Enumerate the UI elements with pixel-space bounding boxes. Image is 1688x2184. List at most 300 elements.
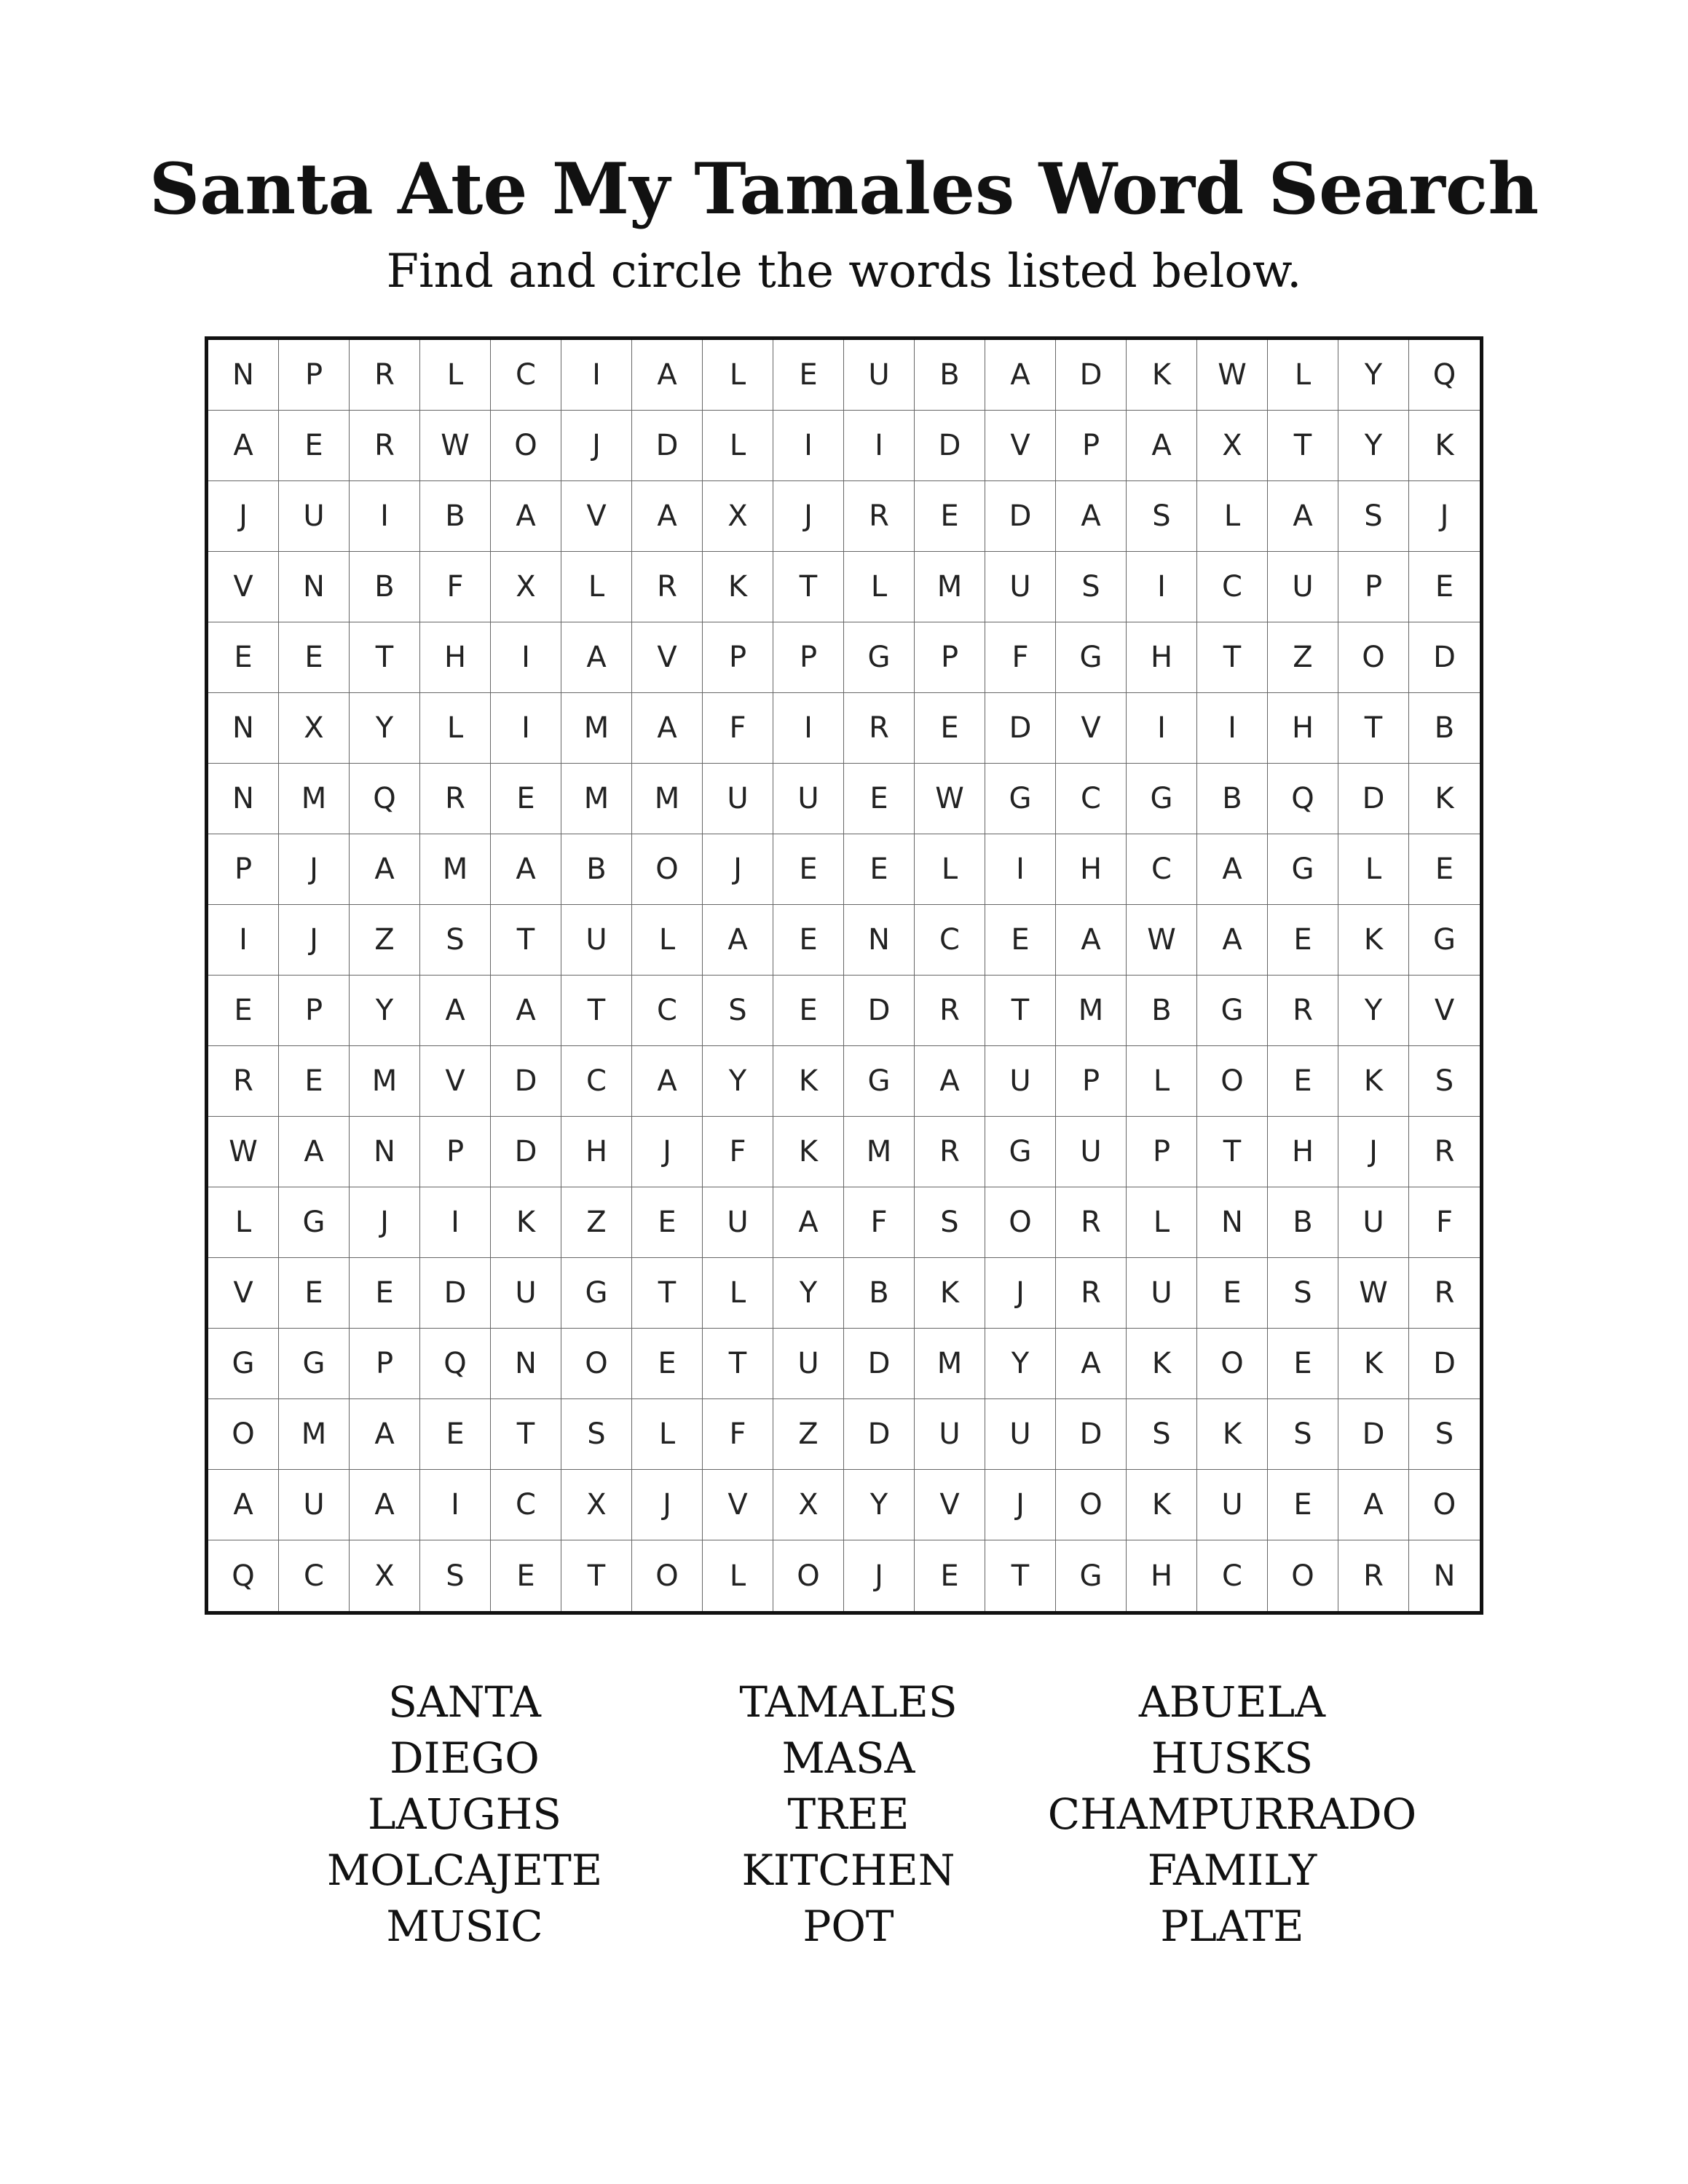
grid-cell[interactable]: L — [1197, 481, 1268, 552]
grid-cell[interactable]: A — [420, 976, 491, 1046]
grid-cell[interactable]: Q — [420, 1329, 491, 1399]
grid-cell[interactable]: F — [703, 1399, 773, 1470]
grid-cell[interactable]: S — [561, 1399, 632, 1470]
grid-cell[interactable]: T — [773, 552, 844, 622]
grid-cell[interactable]: Y — [773, 1258, 844, 1329]
grid-cell[interactable]: V — [420, 1046, 491, 1117]
grid-cell[interactable]: F — [703, 1117, 773, 1187]
grid-cell[interactable]: E — [985, 905, 1056, 976]
grid-cell[interactable]: S — [1127, 481, 1197, 552]
grid-cell[interactable]: V — [1056, 693, 1127, 764]
grid-cell[interactable]: Y — [350, 693, 420, 764]
grid-cell[interactable]: L — [561, 552, 632, 622]
grid-cell[interactable]: B — [561, 834, 632, 905]
grid-cell[interactable]: Y — [703, 1046, 773, 1117]
grid-cell[interactable]: K — [1409, 764, 1480, 834]
grid-cell[interactable]: K — [915, 1258, 985, 1329]
grid-cell[interactable]: E — [773, 834, 844, 905]
grid-cell[interactable]: J — [773, 481, 844, 552]
grid-cell[interactable]: U — [279, 1470, 350, 1540]
grid-cell[interactable]: H — [1056, 834, 1127, 905]
grid-cell[interactable]: V — [985, 411, 1056, 481]
grid-cell[interactable]: X — [561, 1470, 632, 1540]
grid-cell[interactable]: P — [350, 1329, 420, 1399]
grid-cell[interactable]: O — [985, 1187, 1056, 1258]
grid-cell[interactable]: I — [420, 1187, 491, 1258]
grid-cell[interactable]: M — [915, 552, 985, 622]
grid-cell[interactable]: L — [703, 1540, 773, 1611]
grid-cell[interactable]: D — [844, 1399, 915, 1470]
grid-cell[interactable]: G — [1127, 764, 1197, 834]
grid-cell[interactable]: Y — [1338, 411, 1409, 481]
grid-cell[interactable]: R — [844, 481, 915, 552]
grid-cell[interactable]: O — [1338, 622, 1409, 693]
grid-cell[interactable]: R — [1056, 1258, 1127, 1329]
grid-cell[interactable]: L — [1127, 1187, 1197, 1258]
grid-cell[interactable]: N — [1433, 1559, 1456, 1593]
grid-cell[interactable]: M — [632, 764, 703, 834]
grid-cell[interactable]: G — [1056, 622, 1127, 693]
grid-cell[interactable]: N — [491, 1329, 561, 1399]
grid-cell[interactable]: L — [1127, 1046, 1197, 1117]
grid-cell[interactable]: A — [279, 1117, 350, 1187]
grid-cell[interactable]: L — [915, 834, 985, 905]
grid-cell[interactable]: T — [491, 905, 561, 976]
grid-cell[interactable]: M — [1056, 976, 1127, 1046]
grid-cell[interactable]: G — [844, 622, 915, 693]
grid-cell[interactable]: R — [1338, 1540, 1409, 1611]
grid-cell[interactable]: G — [279, 1329, 350, 1399]
grid-cell[interactable]: C — [561, 1046, 632, 1117]
grid-cell[interactable]: R — [915, 1117, 985, 1187]
grid-cell[interactable]: K — [773, 1046, 844, 1117]
grid-cell[interactable]: C — [1197, 1540, 1268, 1611]
grid-cell[interactable]: O — [1197, 1329, 1268, 1399]
grid-cell[interactable]: V — [208, 1258, 279, 1329]
grid-cell[interactable]: A — [208, 411, 279, 481]
grid-cell[interactable]: V — [703, 1470, 773, 1540]
grid-cell[interactable]: T — [561, 976, 632, 1046]
grid-cell[interactable]: S — [915, 1187, 985, 1258]
grid-cell[interactable]: B — [1127, 976, 1197, 1046]
grid-cell[interactable]: T — [350, 622, 420, 693]
grid-cell[interactable]: D — [491, 1046, 561, 1117]
grid-cell[interactable]: C — [279, 1540, 350, 1611]
grid-cell[interactable]: G — [561, 1258, 632, 1329]
grid-cell[interactable]: U — [703, 764, 773, 834]
grid-cell[interactable]: R — [632, 552, 703, 622]
grid-cell[interactable]: S — [420, 905, 491, 976]
grid-cell[interactable]: H — [1268, 693, 1338, 764]
grid-cell[interactable]: P — [420, 1117, 491, 1187]
grid-cell[interactable]: T — [1197, 1117, 1268, 1187]
grid-cell[interactable]: A — [350, 1399, 420, 1470]
grid-cell[interactable]: E — [279, 622, 350, 693]
grid-cell[interactable]: B — [420, 481, 491, 552]
grid-cell[interactable]: S — [1409, 1046, 1480, 1117]
grid-cell[interactable]: K — [491, 1187, 561, 1258]
grid-cell[interactable]: P — [279, 976, 350, 1046]
grid-cell[interactable]: O — [632, 1540, 703, 1611]
grid-cell[interactable]: E — [773, 905, 844, 976]
grid-cell[interactable]: E — [1197, 1258, 1268, 1329]
grid-cell[interactable]: A — [1197, 834, 1268, 905]
grid-cell[interactable]: U — [985, 1399, 1056, 1470]
grid-cell[interactable]: A — [703, 905, 773, 976]
grid-cell[interactable]: E — [350, 1258, 420, 1329]
grid-cell[interactable]: O — [1409, 1470, 1480, 1540]
grid-cell[interactable]: E — [1268, 1046, 1338, 1117]
grid-cell[interactable]: P — [703, 622, 773, 693]
grid-cell[interactable]: T — [632, 1258, 703, 1329]
grid-cell[interactable]: S — [1268, 1258, 1338, 1329]
grid-cell[interactable]: Y — [844, 1470, 915, 1540]
grid-cell[interactable]: D — [1056, 1399, 1127, 1470]
grid-cell[interactable]: P — [915, 622, 985, 693]
grid-cell[interactable]: K — [1197, 1399, 1268, 1470]
grid-cell[interactable]: M — [350, 1046, 420, 1117]
grid-cell[interactable]: I — [491, 622, 561, 693]
grid-cell[interactable]: E — [915, 1540, 985, 1611]
grid-cell[interactable]: E — [491, 764, 561, 834]
grid-cell[interactable]: J — [1338, 1117, 1409, 1187]
grid-cell[interactable]: N — [208, 340, 279, 411]
grid-cell[interactable]: D — [1409, 622, 1480, 693]
grid-cell[interactable]: W — [208, 1117, 279, 1187]
grid-cell[interactable]: U — [985, 552, 1056, 622]
grid-cell[interactable]: X — [773, 1470, 844, 1540]
grid-cell[interactable]: A — [1127, 411, 1197, 481]
grid-cell[interactable]: X — [350, 1540, 420, 1611]
grid-cell[interactable]: Z — [773, 1399, 844, 1470]
grid-cell[interactable]: J — [703, 834, 773, 905]
grid-cell[interactable]: I — [844, 411, 915, 481]
grid-cell[interactable]: Q — [350, 764, 420, 834]
grid-cell[interactable]: C — [491, 340, 561, 411]
grid-cell[interactable]: F — [844, 1187, 915, 1258]
grid-cell[interactable]: U — [985, 1046, 1056, 1117]
grid-cell[interactable]: E — [1268, 1329, 1338, 1399]
grid-cell[interactable]: P — [208, 834, 279, 905]
grid-cell[interactable]: R — [1056, 1187, 1127, 1258]
grid-cell[interactable]: E — [632, 1187, 703, 1258]
grid-cell[interactable]: E — [844, 764, 915, 834]
grid-cell[interactable]: X — [1197, 411, 1268, 481]
grid-cell[interactable]: A — [773, 1187, 844, 1258]
grid-cell[interactable]: O — [773, 1540, 844, 1611]
grid-cell[interactable]: R — [350, 411, 420, 481]
grid-cell[interactable]: L — [420, 340, 491, 411]
grid-cell[interactable]: M — [915, 1329, 985, 1399]
grid-cell[interactable]: P — [1056, 411, 1127, 481]
grid-cell[interactable]: M — [561, 764, 632, 834]
grid-cell[interactable]: J — [279, 905, 350, 976]
grid-cell[interactable]: Q — [208, 1540, 279, 1611]
grid-cell[interactable]: Q — [1409, 340, 1480, 411]
grid-cell[interactable]: G — [985, 764, 1056, 834]
grid-cell[interactable]: A — [632, 340, 703, 411]
grid-cell[interactable]: W — [1338, 1258, 1409, 1329]
grid-cell[interactable]: A — [632, 693, 703, 764]
grid-cell[interactable]: I — [420, 1470, 491, 1540]
grid-cell[interactable]: U — [1197, 1470, 1268, 1540]
grid-cell[interactable]: V — [208, 552, 279, 622]
grid-cell[interactable]: S — [703, 976, 773, 1046]
grid-cell[interactable]: U — [703, 1187, 773, 1258]
grid-cell[interactable]: K — [1127, 340, 1197, 411]
grid-cell[interactable]: R — [844, 693, 915, 764]
grid-cell[interactable]: G — [1197, 976, 1268, 1046]
grid-cell[interactable]: A — [350, 834, 420, 905]
grid-cell[interactable]: D — [491, 1117, 561, 1187]
grid-cell[interactable]: Z — [350, 905, 420, 976]
grid-cell[interactable]: E — [632, 1329, 703, 1399]
grid-cell[interactable]: G — [844, 1046, 915, 1117]
grid-cell[interactable]: B — [350, 552, 420, 622]
grid-cell[interactable]: U — [1127, 1258, 1197, 1329]
grid-cell[interactable]: F — [985, 622, 1056, 693]
grid-cell[interactable]: A — [491, 481, 561, 552]
grid-cell[interactable]: Z — [561, 1187, 632, 1258]
grid-cell[interactable]: L — [703, 1258, 773, 1329]
grid-cell[interactable]: S — [1127, 1399, 1197, 1470]
grid-cell[interactable]: B — [1268, 1187, 1338, 1258]
grid-cell[interactable]: F — [1409, 1187, 1480, 1258]
grid-cell[interactable]: D — [632, 411, 703, 481]
grid-cell[interactable]: Q — [1268, 764, 1338, 834]
grid-cell[interactable]: P — [1338, 552, 1409, 622]
grid-cell[interactable]: T — [1197, 622, 1268, 693]
grid-cell[interactable]: A — [1056, 905, 1127, 976]
grid-cell[interactable]: L — [208, 1187, 279, 1258]
grid-cell[interactable]: S — [420, 1540, 491, 1611]
grid-cell[interactable]: N — [1197, 1187, 1268, 1258]
grid-cell[interactable]: J — [279, 834, 350, 905]
grid-cell[interactable]: E — [773, 340, 844, 411]
grid-cell[interactable]: Y — [1338, 340, 1409, 411]
grid-cell[interactable]: E — [1268, 1470, 1338, 1540]
grid-cell[interactable]: L — [844, 552, 915, 622]
grid-cell[interactable]: T — [561, 1540, 632, 1611]
grid-cell[interactable]: P — [773, 622, 844, 693]
grid-cell[interactable]: O — [491, 411, 561, 481]
grid-cell[interactable]: U — [773, 764, 844, 834]
grid-cell[interactable]: U — [915, 1399, 985, 1470]
grid-cell[interactable]: T — [1268, 411, 1338, 481]
grid-cell[interactable]: W — [1197, 340, 1268, 411]
grid-cell[interactable]: K — [1127, 1329, 1197, 1399]
grid-cell[interactable]: D — [985, 693, 1056, 764]
grid-cell[interactable]: G — [279, 1187, 350, 1258]
grid-cell[interactable]: J — [985, 1470, 1056, 1540]
grid-cell[interactable]: E — [491, 1540, 561, 1611]
grid-cell[interactable]: C — [1197, 552, 1268, 622]
grid-cell[interactable]: D — [1338, 1399, 1409, 1470]
grid-cell[interactable]: U — [773, 1329, 844, 1399]
grid-cell[interactable]: U — [1056, 1117, 1127, 1187]
grid-cell[interactable]: Y — [350, 976, 420, 1046]
grid-cell[interactable]: I — [1197, 693, 1268, 764]
grid-cell[interactable]: L — [420, 693, 491, 764]
grid-cell[interactable]: D — [1338, 764, 1409, 834]
grid-cell[interactable]: S — [1268, 1399, 1338, 1470]
grid-cell[interactable]: A — [208, 1470, 279, 1540]
grid-cell[interactable]: I — [208, 905, 279, 976]
grid-cell[interactable]: T — [491, 1399, 561, 1470]
grid-cell[interactable]: R — [1409, 1258, 1480, 1329]
grid-cell[interactable]: R — [420, 764, 491, 834]
grid-cell[interactable]: H — [420, 622, 491, 693]
grid-cell[interactable]: E — [1409, 834, 1480, 905]
grid-cell[interactable]: L — [703, 411, 773, 481]
grid-cell[interactable]: O — [1197, 1046, 1268, 1117]
grid-cell[interactable]: I — [773, 693, 844, 764]
grid-cell[interactable]: A — [1338, 1470, 1409, 1540]
grid-cell[interactable]: R — [915, 976, 985, 1046]
grid-cell[interactable]: V — [1409, 976, 1480, 1046]
grid-cell[interactable]: X — [279, 693, 350, 764]
grid-cell[interactable]: U — [1268, 552, 1338, 622]
grid-cell[interactable]: R — [208, 1046, 279, 1117]
grid-cell[interactable]: I — [350, 481, 420, 552]
grid-cell[interactable]: R — [1409, 1117, 1480, 1187]
grid-cell[interactable]: E — [844, 834, 915, 905]
grid-cell[interactable]: T — [985, 1540, 1056, 1611]
grid-cell[interactable]: D — [985, 481, 1056, 552]
grid-cell[interactable]: J — [1409, 481, 1480, 552]
grid-cell[interactable]: V — [915, 1470, 985, 1540]
grid-cell[interactable]: E — [279, 1046, 350, 1117]
grid-cell[interactable]: O — [1056, 1470, 1127, 1540]
grid-cell[interactable]: Z — [1268, 622, 1338, 693]
grid-cell[interactable]: L — [1338, 834, 1409, 905]
grid-cell[interactable]: X — [703, 481, 773, 552]
grid-cell[interactable]: K — [773, 1117, 844, 1187]
grid-cell[interactable]: L — [632, 1399, 703, 1470]
grid-cell[interactable]: N — [279, 552, 350, 622]
grid-cell[interactable]: L — [632, 905, 703, 976]
grid-cell[interactable]: C — [491, 1470, 561, 1540]
grid-cell[interactable]: U — [1338, 1187, 1409, 1258]
grid-cell[interactable]: W — [420, 411, 491, 481]
grid-cell[interactable]: N — [208, 693, 279, 764]
grid-cell[interactable]: U — [561, 905, 632, 976]
grid-cell[interactable]: J — [632, 1117, 703, 1187]
grid-cell[interactable]: U — [491, 1258, 561, 1329]
grid-cell[interactable]: S — [1056, 552, 1127, 622]
grid-cell[interactable]: K — [1338, 905, 1409, 976]
grid-cell[interactable]: C — [632, 976, 703, 1046]
grid-cell[interactable]: E — [773, 976, 844, 1046]
grid-cell[interactable]: C — [1127, 834, 1197, 905]
grid-cell[interactable]: G — [1056, 1540, 1127, 1611]
grid-cell[interactable]: M — [561, 693, 632, 764]
grid-cell[interactable]: P — [279, 340, 350, 411]
grid-cell[interactable]: F — [703, 693, 773, 764]
grid-cell[interactable]: N — [844, 905, 915, 976]
grid-cell[interactable]: Y — [1338, 976, 1409, 1046]
grid-cell[interactable]: O — [632, 834, 703, 905]
grid-cell[interactable]: H — [1127, 622, 1197, 693]
grid-cell[interactable]: K — [1127, 1470, 1197, 1540]
grid-cell[interactable]: I — [1127, 552, 1197, 622]
grid-cell[interactable]: H — [1127, 1540, 1197, 1611]
grid-cell[interactable]: A — [1197, 905, 1268, 976]
grid-cell[interactable]: I — [985, 834, 1056, 905]
grid-cell[interactable]: J — [985, 1258, 1056, 1329]
grid-cell[interactable]: E — [208, 976, 279, 1046]
grid-cell[interactable]: S — [1338, 481, 1409, 552]
grid-cell[interactable]: U — [844, 340, 915, 411]
grid-cell[interactable]: K — [1338, 1046, 1409, 1117]
grid-cell[interactable]: D — [844, 1329, 915, 1399]
grid-cell[interactable]: G — [208, 1329, 279, 1399]
grid-cell[interactable]: R — [350, 340, 420, 411]
grid-cell[interactable]: A — [491, 976, 561, 1046]
grid-cell[interactable]: A — [491, 834, 561, 905]
grid-cell[interactable]: A — [632, 1046, 703, 1117]
grid-cell[interactable]: W — [915, 764, 985, 834]
grid-cell[interactable]: E — [279, 411, 350, 481]
grid-cell[interactable]: I — [491, 693, 561, 764]
grid-cell[interactable]: X — [491, 552, 561, 622]
grid-cell[interactable]: J — [350, 1187, 420, 1258]
grid-cell[interactable]: A — [1268, 481, 1338, 552]
grid-cell[interactable]: P — [1056, 1046, 1127, 1117]
grid-cell[interactable]: E — [208, 622, 279, 693]
grid-cell[interactable]: D — [915, 411, 985, 481]
grid-cell[interactable]: J — [844, 1540, 915, 1611]
grid-cell[interactable]: C — [1056, 764, 1127, 834]
grid-cell[interactable]: F — [420, 552, 491, 622]
grid-cell[interactable]: T — [985, 976, 1056, 1046]
grid-cell[interactable]: J — [208, 481, 279, 552]
grid-cell[interactable]: D — [844, 976, 915, 1046]
grid-cell[interactable]: K — [1338, 1329, 1409, 1399]
grid-cell[interactable]: Y — [985, 1329, 1056, 1399]
grid-cell[interactable]: G — [1268, 834, 1338, 905]
grid-cell[interactable]: A — [350, 1470, 420, 1540]
grid-cell[interactable]: E — [915, 693, 985, 764]
grid-cell[interactable]: G — [1409, 905, 1480, 976]
grid-cell[interactable]: E — [915, 481, 985, 552]
grid-cell[interactable]: B — [1197, 764, 1268, 834]
grid-cell[interactable]: L — [1268, 340, 1338, 411]
grid-cell[interactable]: E — [1268, 905, 1338, 976]
grid-cell[interactable]: D — [420, 1258, 491, 1329]
grid-cell[interactable]: M — [279, 764, 350, 834]
grid-cell[interactable]: K — [703, 552, 773, 622]
grid-cell[interactable]: H — [561, 1117, 632, 1187]
grid-cell[interactable]: A — [915, 1046, 985, 1117]
grid-cell[interactable]: I — [1127, 693, 1197, 764]
grid-cell[interactable]: A — [632, 481, 703, 552]
grid-cell[interactable]: R — [1268, 976, 1338, 1046]
grid-cell[interactable]: A — [1056, 1329, 1127, 1399]
grid-cell[interactable]: B — [915, 340, 985, 411]
grid-cell[interactable]: M — [420, 834, 491, 905]
grid-cell[interactable]: E — [1409, 552, 1480, 622]
grid-cell[interactable]: E — [279, 1258, 350, 1329]
grid-cell[interactable]: T — [1338, 693, 1409, 764]
grid-cell[interactable]: A — [985, 340, 1056, 411]
grid-cell[interactable]: N — [350, 1117, 420, 1187]
grid-cell[interactable]: O — [1268, 1540, 1338, 1611]
grid-cell[interactable]: H — [1268, 1117, 1338, 1187]
grid-cell[interactable]: G — [985, 1117, 1056, 1187]
grid-cell[interactable]: M — [279, 1399, 350, 1470]
grid-cell[interactable]: I — [773, 411, 844, 481]
